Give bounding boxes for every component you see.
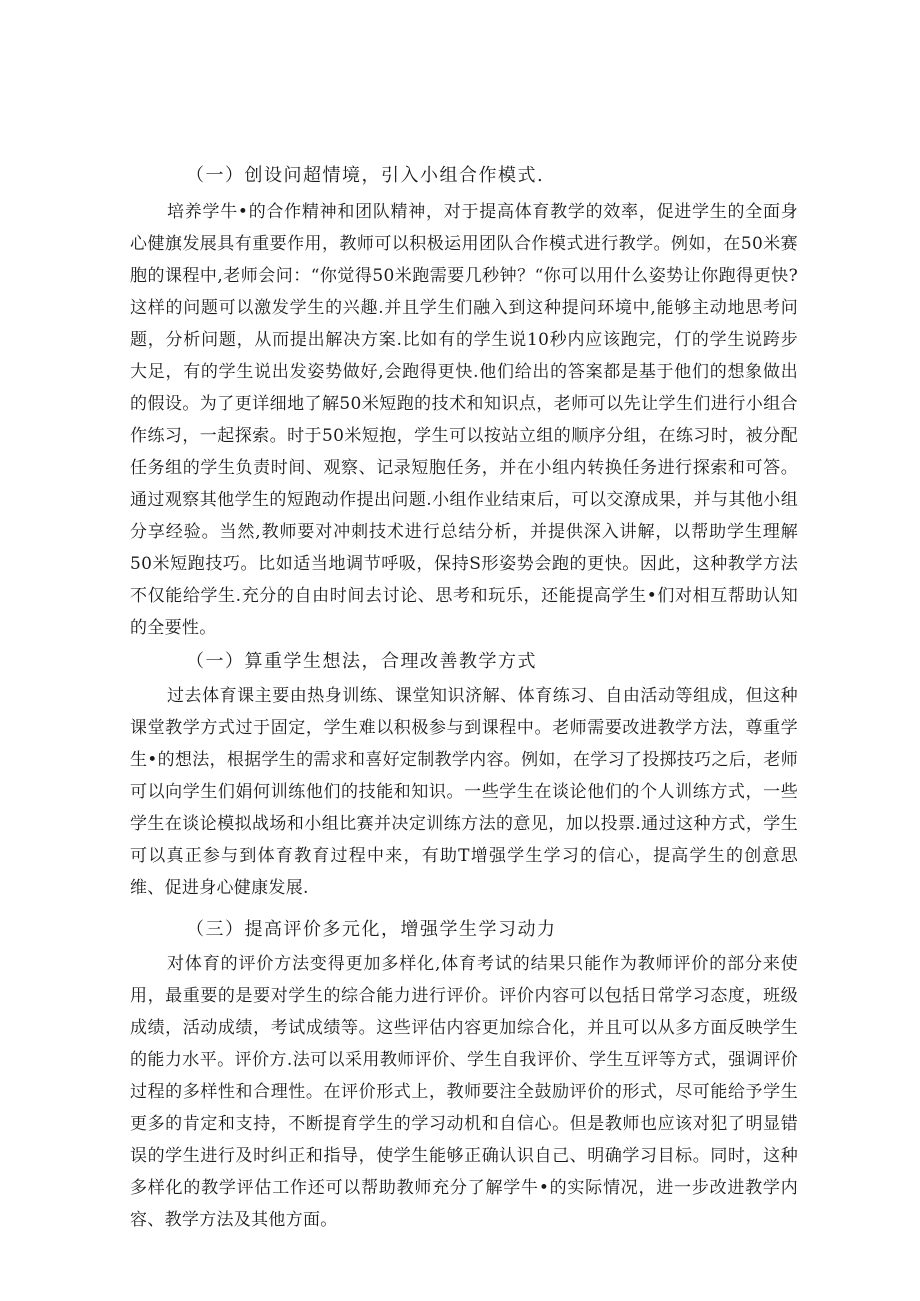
document-body (130, 160, 798, 1236)
section-paragraph-2: 过去体育课主要由热身训练、课堂知识济解、体育练习、自由活动等组成，但这种课堂教学方式过于固定，学生难以积极参与到课程中。老师需要改进教学方法，尊重学生•的想法，根据学生的需求和喜好定制教学内容。例如，在学习了投掷技巧之后，老师可以向学生们娟何训练他们的技能和知识。一些学生在谈论他们的个人训练方式，一些学生在谈论模拟战场和小组比赛并决定训练方法的意见，加以投票.通过这种方式，学生可以真正参与到体育教育过程中来，有助T增强学生学习的信心，提高学生的创意思维、促进身心健康发展. (130, 686, 798, 898)
section-heading-1: （一）创设问超情境，引入小组合作模式. (186, 165, 545, 186)
section-heading-2: （一）算重学生想法，合理改善教学方式 (186, 651, 537, 672)
section-paragraph-3: 对体育的评价方法变得更加多样化,体育考试的结果只能作为教师评价的部分来使用，最重要的是要对学生的综合能力进行评价。评价内容可以包括日常学习态度，班级成绩，活动成绩，考试成绩等。这些评估内容更加综合化，并且可以从多方面反映学生的能力水平。评价方.法可以采用教师评价、学生自我评价、学生互评等方式，强调评价过程的多样性和合理性。在评价形式上，教师要注全鼓励评价的形式，尽可能给予学生更多的肯定和支持，不断提育学生的学习动机和自信心。但是教师也应该对犯了明显错误的学生进行及时纠正和指导，使学生能够正确认识自己、明确学习目标。同时，这种多样化的教学评估工作还可以帮助教师充分了解学牛•的实际情况，进一步改进教学内容、教学方法及其他方面。 (130, 954, 798, 1230)
section-paragraph-1: 培养学牛•的合作精神和团队精神，对于提高体育教学的效率，促进学生的全面身心健旗发展具有重要作用，教师可以积极运用团队合作模式进行教学。例如，在50米赛胞的课程中,老师会问：“你觉得50米跑需要几秒钟？“你可以用什么姿势让你跑得更快?这样的问题可以激发学生的兴趣.并且学生们融入到这种提问环境中,能够主动地思考问题，分析问题，从而提出解决方案.比如有的学生说10秒内应该跑完，仃的学生说跨步大足，有的学生说出发姿势做好,会跑得更快.他们给出的答案都是基于他们的想象做出的假设。为了更详细地了解50米短跑的技术和知识点，老师可以先让学生们进行小组合作练习，一起探索。时于50米短抱，学生可以按站立组的顺序分组，在练习时，被分配任务组的学生负责时间、观察、记录短胞任务，并在小组内转换任务进行探索和可答。通过观察其他学生的短跑动作提出问题.小组作业结束后，可以交潦成果，并与其他小组分享经验。当然,教师要对冲刺技术进行总结分析，并提供深入讲解，以帮助学生理解50米短跑技巧。比如适当地调节呼吸，保持S形姿势会跑的更快。因此，这种教学方法不仅能给学生.充分的自由时间去讨论、思考和玩乐，还能提高学生•们对相互帮助认知的全要性。 (130, 202, 798, 638)
section-heading-3: （三）提高评价多元化，增强学生学习动力 (186, 919, 557, 940)
